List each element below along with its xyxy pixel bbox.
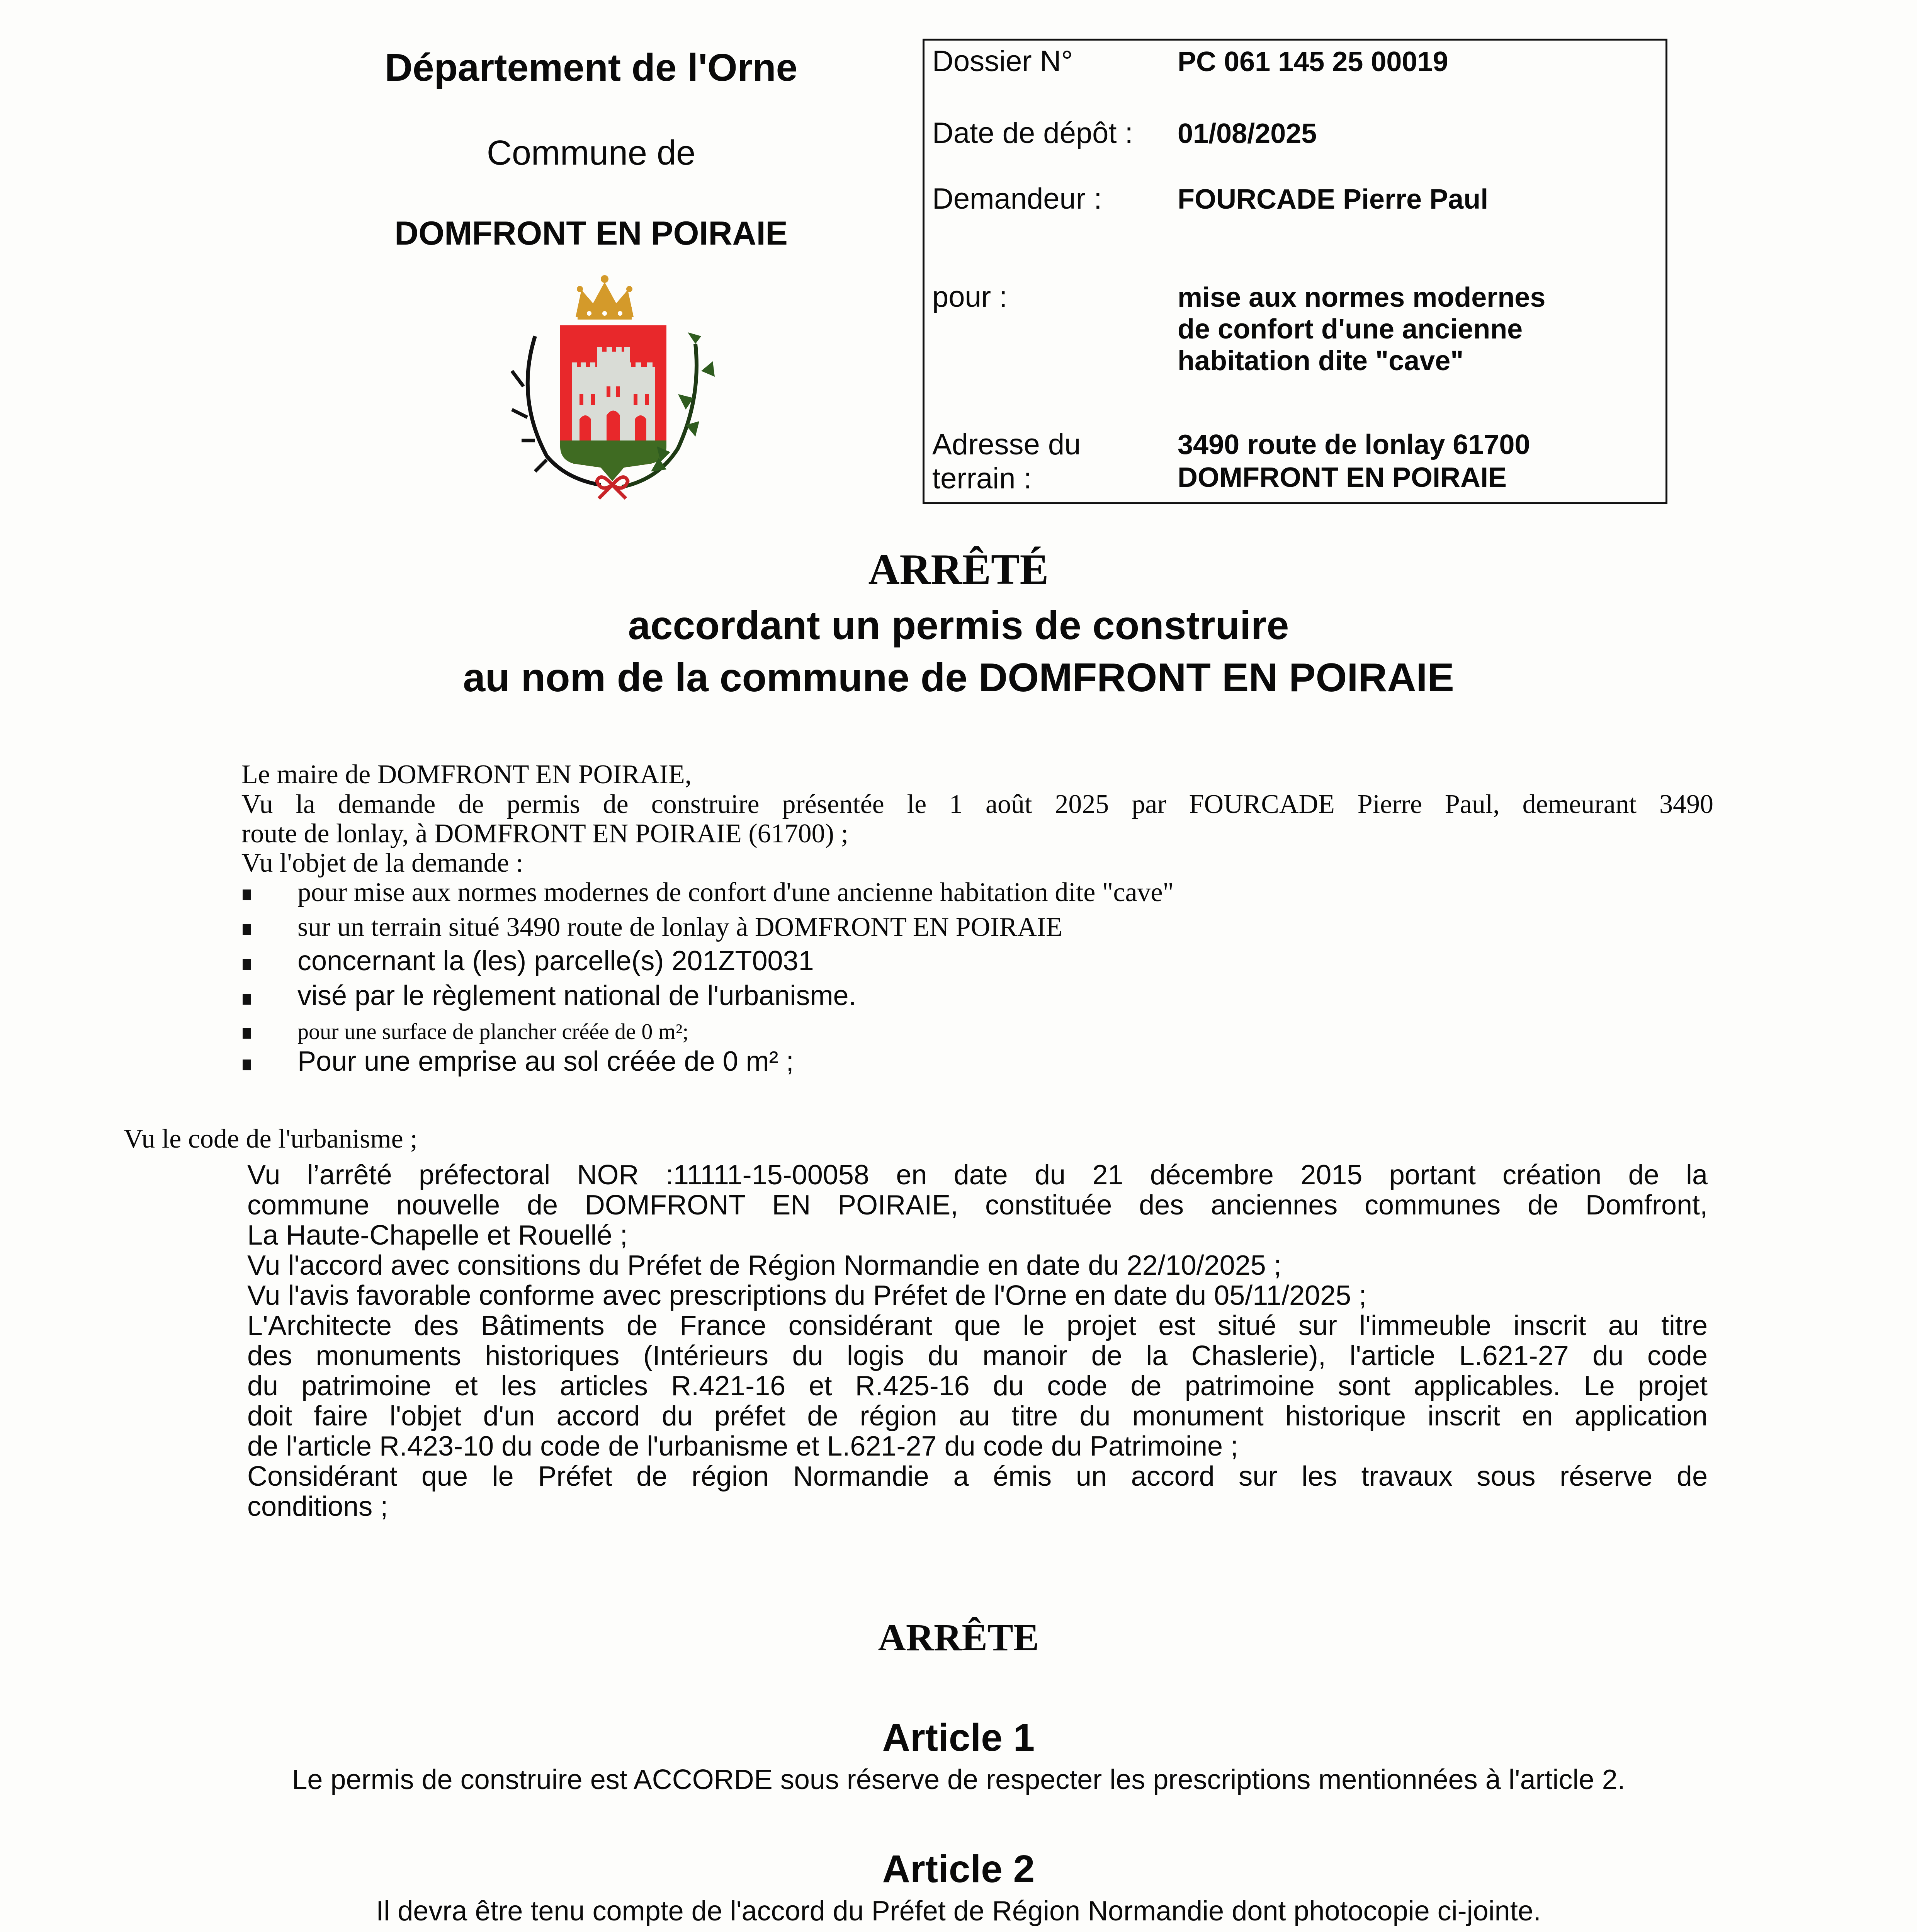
consideration-line: Considérant que le Préfet de région Normandie a émis un accord sur les travaux sous réserve de — [247, 1461, 1708, 1492]
bullet-icon — [243, 994, 251, 1005]
purpose-line: habitation dite "cave" — [1178, 345, 1464, 376]
object-bullet: pour mise aux normes modernes de confort d'une ancienne habitation dite "cave" — [297, 878, 1174, 907]
coat-of-arms-icon — [485, 270, 724, 502]
commune-name: DOMFRONT EN POIRAIE — [394, 215, 788, 252]
bullet-icon — [243, 889, 251, 900]
address-label: terrain : — [932, 462, 1032, 495]
object-bullet: sur un terrain situé 3490 route de lonlay à DOMFRONT EN POIRAIE — [297, 912, 1062, 942]
consideration-line: L'Architecte des Bâtiments de France considérant que le projet est situé sur l'immeuble inscrit au titre — [247, 1310, 1708, 1341]
crown-icon — [576, 275, 634, 320]
consideration-line: conditions ; — [247, 1491, 388, 1522]
subtitle-city: DOMFRONT EN POIRAIE — [979, 655, 1454, 700]
consideration-line: Vu l'avis favorable conforme avec prescriptions du Préfet de l'Orne en date du 05/11/2025 ; — [247, 1280, 1367, 1311]
consideration-line: du patrimoine et les articles R.421-16 et R.425-16 du code de patrimoine sont applicables. Le projet — [247, 1371, 1708, 1401]
article-1-title: Article 1 — [882, 1716, 1035, 1759]
bullet-icon — [243, 1060, 251, 1070]
consideration-line: de l'article R.423-10 du code de l'urbanisme et L.621-27 du code du Patrimoine ; — [247, 1431, 1239, 1462]
article-2-title: Article 2 — [882, 1847, 1035, 1891]
dossier-number-value: PC 061 145 25 00019 — [1178, 46, 1448, 77]
object-bullet: concernant la (les) parcelle(s) 201ZT0031 — [297, 946, 814, 976]
department-title: Département de l'Orne — [384, 46, 798, 89]
consideration-line: Vu l’arrêté préfectoral NOR :11111-15-00058 en date du 21 décembre 2015 portant création de la — [247, 1160, 1708, 1190]
applicant-label: Demandeur : — [932, 182, 1102, 215]
consideration-line: La Haute-Chapelle et Rouellé ; — [247, 1220, 628, 1251]
decree-subtitle-city — [0, 655, 1917, 701]
request-line: Vu la demande de permis de construire présentée le 1 août 2025 par FOURCADE Pierre Paul, demeurant 3490 — [241, 789, 1713, 819]
object-bullet: pour une surface de plancher créée de 0 m²; — [297, 1019, 689, 1044]
decision-heading: ARRÊTE — [878, 1616, 1039, 1659]
object-bullet: visé par le règlement national de l'urbanisme. — [297, 980, 857, 1011]
applicant-value: FOURCADE Pierre Paul — [1178, 184, 1489, 215]
address-line: 3490 route de lonlay 61700 — [1178, 429, 1530, 460]
commune-label: Commune de — [486, 134, 696, 172]
article-2-text: Il devra être tenu compte de l'accord du Préfet de Région Normandie dont photocopie ci-jointe. — [376, 1896, 1541, 1927]
decree-title: ARRÊTÉ — [868, 546, 1049, 594]
consideration-line: commune nouvelle de DOMFRONT EN POIRAIE, constituée des anciennes communes de Domfront, — [247, 1190, 1708, 1221]
address-line: DOMFRONT EN POIRAIE — [1178, 462, 1507, 493]
decree-subtitle: accordant un permis de construire — [628, 603, 1289, 648]
dossier-info-box — [923, 39, 1667, 504]
mayor-line: Le maire de DOMFRONT EN POIRAIE, — [241, 760, 692, 789]
bullet-icon — [243, 1028, 251, 1039]
purpose-line: mise aux normes modernes — [1178, 282, 1546, 313]
consideration-line: doit faire l'objet d'un accord du préfet de région au titre du monument historique inscrit en application — [247, 1401, 1708, 1432]
bullet-icon — [243, 959, 251, 970]
subtitle-prefix: au nom de la commune de — [463, 655, 979, 700]
consideration-line: Vu l'accord avec consitions du Préfet de Région Normandie en date du 22/10/2025 ; — [247, 1250, 1281, 1281]
bullet-icon — [243, 924, 251, 935]
request-line: route de lonlay, à DOMFRONT EN POIRAIE (61700) ; — [241, 819, 848, 849]
deposit-date-label: Date de dépôt : — [932, 117, 1133, 150]
address-label: Adresse du — [932, 428, 1081, 461]
code-line: Vu le code de l'urbanisme ; — [124, 1124, 418, 1154]
dossier-number-label: Dossier N° — [932, 45, 1073, 78]
object-bullet: Pour une emprise au sol créée de 0 m² ; — [297, 1046, 794, 1077]
purpose-line: de confort d'une ancienne — [1178, 314, 1523, 345]
deposit-date-value: 01/08/2025 — [1178, 118, 1317, 149]
object-line: Vu l'objet de la demande : — [241, 848, 523, 878]
article-1-text: Le permis de construire est ACCORDE sous réserve de respecter les prescriptions mentionnées à l'article 2. — [292, 1764, 1625, 1795]
purpose-label: pour : — [932, 281, 1008, 313]
consideration-line: des monuments historiques (Intérieurs du logis du manoir de la Chaslerie), l'article L.621-27 du code — [247, 1340, 1708, 1371]
